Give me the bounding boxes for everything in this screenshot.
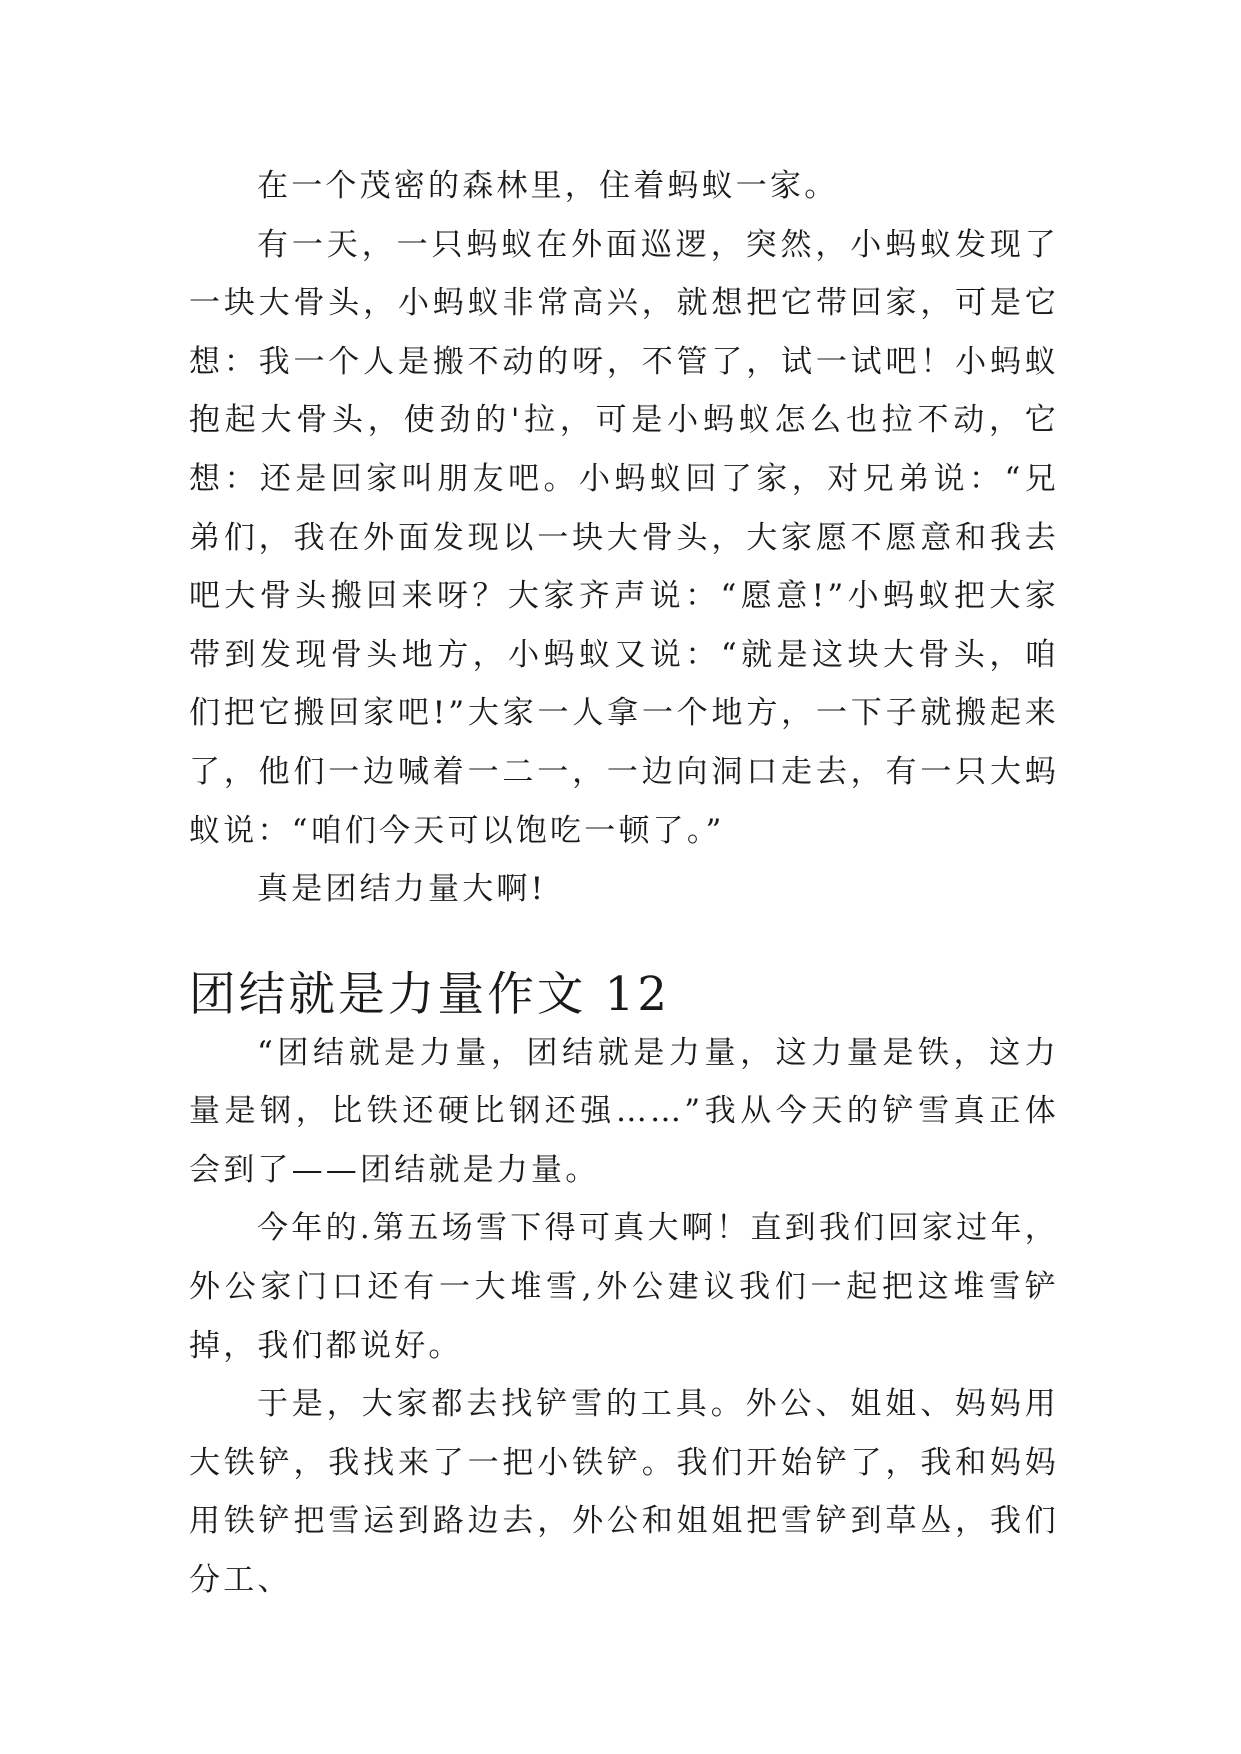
story-section [189,157,1059,919]
paragraph: 于是，大家都去找铲雪的工具。外公、姐姐、妈妈用大铁铲，我找来了一把小铁铲。我们开始铲了，我和妈妈用铁铲把雪运到路边去，外公和姐姐把雪铲到草丛，我们分工、 [189,1386,1059,1598]
paragraph: “团结就是力量，团结就是力量，这力量是铁，这力量是钢，比铁还硬比钢还强……”我从今天的铲雪真正体会到了——团结就是力量。 [189,1034,1059,1188]
paragraph: 有一天，一只蚂蚁在外面巡逻，突然，小蚂蚁发现了一块大骨头，小蚂蚁非常高兴，就想把它带回家，可是它想：我一个人是搬不动的呀，不管了，试一试吧！小蚂蚁抱起大骨头，使劲的'拉，可是小蚂蚁怎么也拉不动，它想：还是回家叫朋友吧。小蚂蚁回了家，对兄弟说：“兄弟们，我在外面发现以一块大骨头，大家愿不愿意和我去吧大骨头搬回来呀？大家齐声说：“愿意!”小蚂蚁把大家带到发现骨头地方，小蚂蚁又说：“就是这块大骨头，咱们把它搬回家吧!”大家一人拿一个地方，一下子就搬起来了，他们一边喊着一二一，一边向洞口走去，有一只大蚂蚁说：“咱们今天可以饱吃一顿了。” [189,226,1059,849]
section-heading: 团结就是力量作文 12 [189,967,671,1021]
paragraph: 真是团结力量大啊! [257,871,547,908]
paragraph: 在一个茂密的森林里，住着蚂蚁一家。 [257,168,839,204]
essay-section [189,965,1059,1610]
paragraph: 今年的.第五场雪下得可真大啊！直到我们回家过年，外公家门口还有一大堆雪,外公建议我们一起把这堆雪铲掉，我们都说好。 [189,1210,1059,1364]
